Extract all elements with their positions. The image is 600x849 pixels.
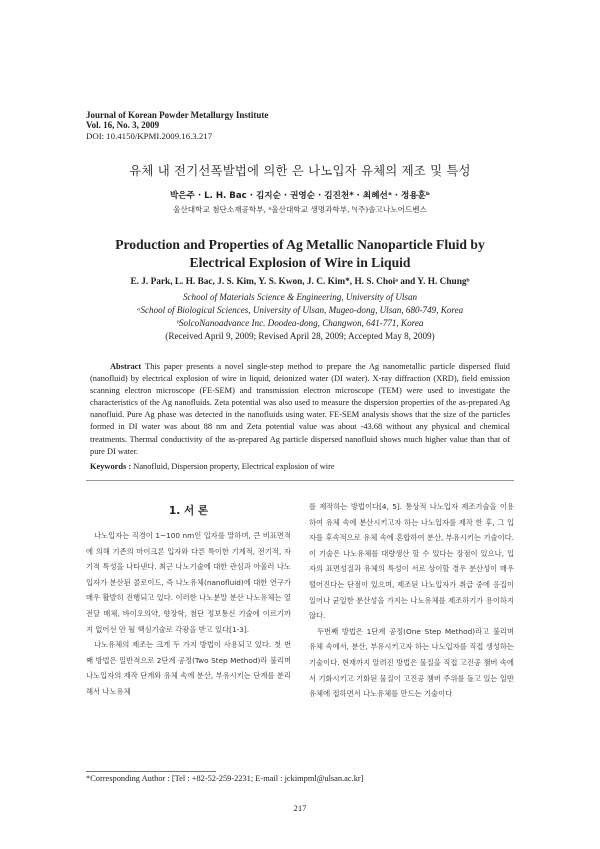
journal-name: Journal of Korean Powder Metallurgy Institute — [86, 110, 269, 120]
affiliation-3: ᵇSolcoNanoadvance Inc. Doodea-dong, Changwon, 641-771, Korea — [176, 318, 424, 328]
header-divider — [86, 480, 514, 481]
korean-affiliations: 울산대학교 첨단소재공학부, ᵃ울산대학교 생명과학부, ᵇ(주)솔고나노어드벤스 — [173, 205, 427, 214]
body-paragraph: 나노유체의 제조는 크게 두 가지 방법이 사용되고 있다. 첫 번째 방법은 일반적으로 2단계 공정(Two Step Method)라 불리며 나노입자의 제작 단계와 유체 속에 분산, 부유시키는 단계를 분리해서 나노유체 — [86, 640, 291, 696]
abstract-text: This paper presents a novel single-step method to prepare the Ag nanometallic particle dispersed fluid (nanofluid) by electrical explosion of wire in liquid, deionized water (DI water). X-ray diffraction (XRD), field emission scanning electron microscope (FE-SEM) and transmission electron microscope (TEM) were used to investigate the characteristics of the Ag nanofluids. Zeta potential was also used to measure the dispersion properties of the as-prepared Ag nanofluid. Pure Ag phase was detected in the nanofluids using water. FE-SEM analysis shows that the size of the particles formed in DI water was about 88 nm and Zeta potential value was about -43.68 without any physical and chemical treatments. Thermal conductivity of the as-prepared Ag particle dispersed nanofluid shows much higher value than that of pure DI water. — [90, 362, 510, 456]
korean-title: 유체 내 전기선폭발법에 의한 은 나노입자 유체의 제조 및 특성 — [129, 163, 471, 178]
affiliation-1: School of Materials Science & Engineering, University of Ulsan — [182, 292, 418, 302]
english-authors: E. J. Park, L. H. Bac, J. S. Kim, Y. S. Kwon, J. C. Kim*, H. S. Choiᵃ and Y. H. Chungᵇ — [130, 277, 470, 287]
affiliation-2: ᵃSchool of Biological Sciences, University of Ulsan, Mugeo-dong, Ulsan, 680-749, Korea — [136, 305, 464, 315]
abstract — [90, 361, 510, 458]
body-paragraph: 나노입자는 직경이 1~100 nm인 입자를 말하며, 큰 비표면적에 의해 기존의 마이크론 입자와 다른 특이한 기계적, 전기적, 자기적 특성을 나타낸다. 최근 나노기술에 대한 관심과 아울러 나노입자가 분산된 콜로이드, 즉 나노유체(nanofluid)에 대한 연구가 매우 활발히 진행되고 있다. 이러한 나노분말 분산 나노유체는 열전달 매체, 바이오의약, 향장학, 첨단 정보통신 기술에 이르기까지 없어선 안 될 핵심기술로 각광을 받고 있다[1-3]. — [86, 531, 291, 634]
journal-volume: Vol. 16, No. 3, 2009 — [86, 120, 160, 131]
journal-doi: DOI: 10.4150/KPMI.2009.16.3.217 — [86, 130, 213, 141]
corresponding-author-footnote: *Corresponding Author : [Tel : +82-52-259-2231; E-mail : jckimpml@ulsan.ac.kr] — [86, 774, 364, 783]
section-title: 1. 서 론 — [168, 505, 209, 517]
journal-header — [86, 110, 386, 141]
english-title-line2: Electrical Explosion of Wire in Liquid — [189, 255, 411, 270]
korean-authors: 박은주 · L. H. Bac · 김지순 · 권영순 · 김진천* · 최혜선ᵃ · 정용훈ᵇ — [169, 191, 431, 201]
english-title — [0, 236, 600, 272]
footnote-divider — [86, 771, 216, 772]
keywords — [90, 462, 510, 471]
page-number: 217 — [293, 803, 307, 813]
body-paragraph: 를 제작하는 방법이다[4, 5]. 통상적 나노입자 제조기술을 이용하여 유체 속에 분산시키고자 하는 나노입자를 제작 한 후, 그 입자를 후속적으로 유체 속에 혼합하여 분산, 부유시키는 기술이다. 이 기술은 나노유체를 대량생산 할 수 있다는 장점이 있으나, 입자의 표면성질과 유체의 특성이 서로 상이할 경우 분산성이 매우 떨어진다는 단점이 있으며, 제조된 나노입자가 취급 중에 응집이 일어나 균일한 분산성을 가지는 나노유체를 제조하기가 용이하지 않다. — [309, 502, 514, 621]
keywords-text: Nanofluid, Dispersion property, Electrical explosion of wire — [133, 462, 335, 471]
left-column — [86, 528, 291, 700]
right-column — [309, 499, 514, 702]
body-paragraph: 두번째 방법은 1단계 공정(One Step Method)라고 불리며 유체 속에서, 분산, 부유시키고자 하는 나노입자를 직접 생성하는 기술이다. 현재까지 알려진 방법은 물질을 직접 고진공 챔버 속에서 기화시키고 기화된 물질이 고진공 챔버 주위를 돌고 있는 일반 유체에 접하면서 나노유체를 만드는 기술이다 — [309, 626, 514, 699]
received-dates: (Received April 9, 2009; Revised April 28, 2009; Accepted May 8, 2009) — [165, 331, 435, 341]
keywords-label: Keywords : — [90, 462, 132, 471]
abstract-label: Abstract — [110, 362, 142, 371]
english-title-line1: Production and Properties of Ag Metallic Nanoparticle Fluid by — [115, 237, 485, 252]
english-affiliations — [0, 291, 600, 330]
